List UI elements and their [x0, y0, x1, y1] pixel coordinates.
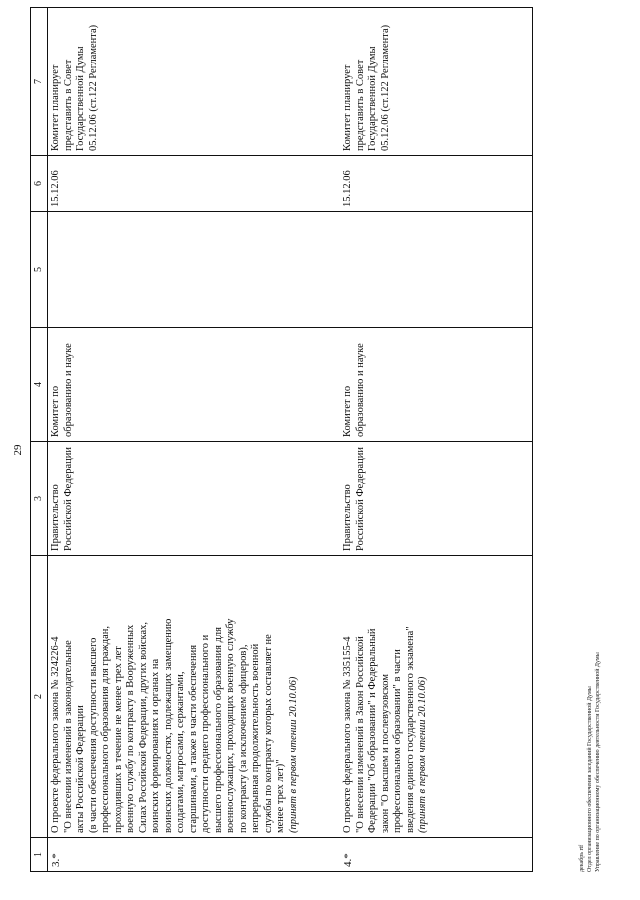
bill-title-line: по контракту (за исключением офицеров),	[237, 644, 249, 833]
bill-title-line: службы по контракту которых составляет не	[262, 634, 274, 833]
bill-title-line: введения единого государственного экзамена"	[404, 626, 416, 833]
footer-department: Отдел организационного обеспечения заседаний Государственной Думы	[587, 686, 593, 872]
bill-title-line: воинских должностях, подлежащих замещению	[162, 618, 174, 833]
committee-note: Комитет планирует представить в Совет Государственной Думы 05.12.06 (ст.122 Регламента)	[340, 8, 533, 156]
bill-title-line: солдатами, матросами, сержантами,	[175, 671, 186, 833]
responsible-committee: Комитет по образованию и науке	[340, 328, 533, 442]
bill-initiator: Правительство Российской Федерации	[48, 442, 341, 556]
bill-title-line: воинских формированиях и органах на	[150, 658, 161, 833]
column-header-2: 2	[31, 556, 48, 838]
bill-title-line: военнослужащих, проходящих военную службу	[225, 618, 236, 833]
column-header-5: 5	[31, 212, 48, 328]
bill-title-line: военную службу по контракту в Вооруженных	[125, 624, 136, 833]
bill-description	[48, 556, 341, 838]
bill-title-line: старшинами, а также в части обеспечения	[187, 644, 199, 833]
column-header-4: 4	[31, 328, 48, 442]
table-header-row	[31, 8, 48, 872]
bill-title-line: О проекте федерального закона № 324226-4	[50, 636, 61, 833]
bill-title-line: "О внесении изменений в законодательные	[62, 640, 74, 833]
bill-initiator: Правительство Российской Федерации	[340, 442, 533, 556]
bill-description	[340, 556, 533, 838]
bill-title-line: (в части обеспечения доступности высшего	[87, 637, 99, 833]
bill-title-line: О проекте федерального закона № 335155-4	[342, 636, 353, 833]
bills-table	[30, 7, 533, 872]
document-footer	[578, 652, 602, 872]
bill-title-line: профессиональном образовании" в части	[392, 649, 403, 833]
column-header-6: 6	[31, 156, 48, 212]
table-row	[48, 8, 341, 872]
bill-title-line: Федерации "Об образовании" и Федеральный	[367, 628, 378, 833]
review-date: 15.12.06	[340, 156, 533, 212]
bill-title-line: закон "О высшем и послевузовском	[379, 674, 391, 833]
row-number: 4.*	[340, 838, 533, 872]
bill-title-line: "О внесении изменений в Закон Российской	[354, 636, 366, 833]
bill-title-line: проходивших в течение не менее трех лет	[112, 646, 124, 833]
committee-note: Комитет планирует представить в Совет Государственной Думы 05.12.06 (ст.122 Регламента)	[48, 8, 341, 156]
column-5-cell	[48, 212, 341, 328]
bill-title-line: акты Российской Федерации	[75, 705, 86, 833]
column-5-cell	[340, 212, 533, 328]
bill-status: (принят в первом чтении 20.10.06)	[287, 676, 299, 833]
bill-title-line: менее трех лет)"	[275, 759, 286, 833]
footer-file-name: декабрь rtf	[579, 844, 585, 872]
bill-title-line: непрерывная продолжительность военной	[250, 643, 261, 833]
responsible-committee: Комитет по образованию и науке	[48, 328, 341, 442]
bill-title-line: профессионального образования для граждан,	[100, 626, 111, 833]
review-date: 15.12.06	[48, 156, 341, 212]
bill-title-line: доступности среднего профессионального и	[200, 634, 211, 833]
footer-directorate: Управление по организационному обеспечению деятельности Государственной Думы	[595, 652, 601, 872]
bills-table-container	[30, 8, 554, 872]
column-header-1: 1	[31, 838, 48, 872]
row-number: 3.*	[48, 838, 341, 872]
bill-title-line: Силах Российской Федерации, других войсках,	[137, 621, 149, 833]
column-header-7: 7	[31, 8, 48, 156]
bill-title-line: высшего профессионального образования для	[212, 627, 224, 833]
table-row	[340, 8, 533, 872]
column-header-3: 3	[31, 442, 48, 556]
page-number: 29	[12, 444, 24, 456]
bill-status: (принят в первом чтении 20.10.06)	[417, 676, 428, 833]
